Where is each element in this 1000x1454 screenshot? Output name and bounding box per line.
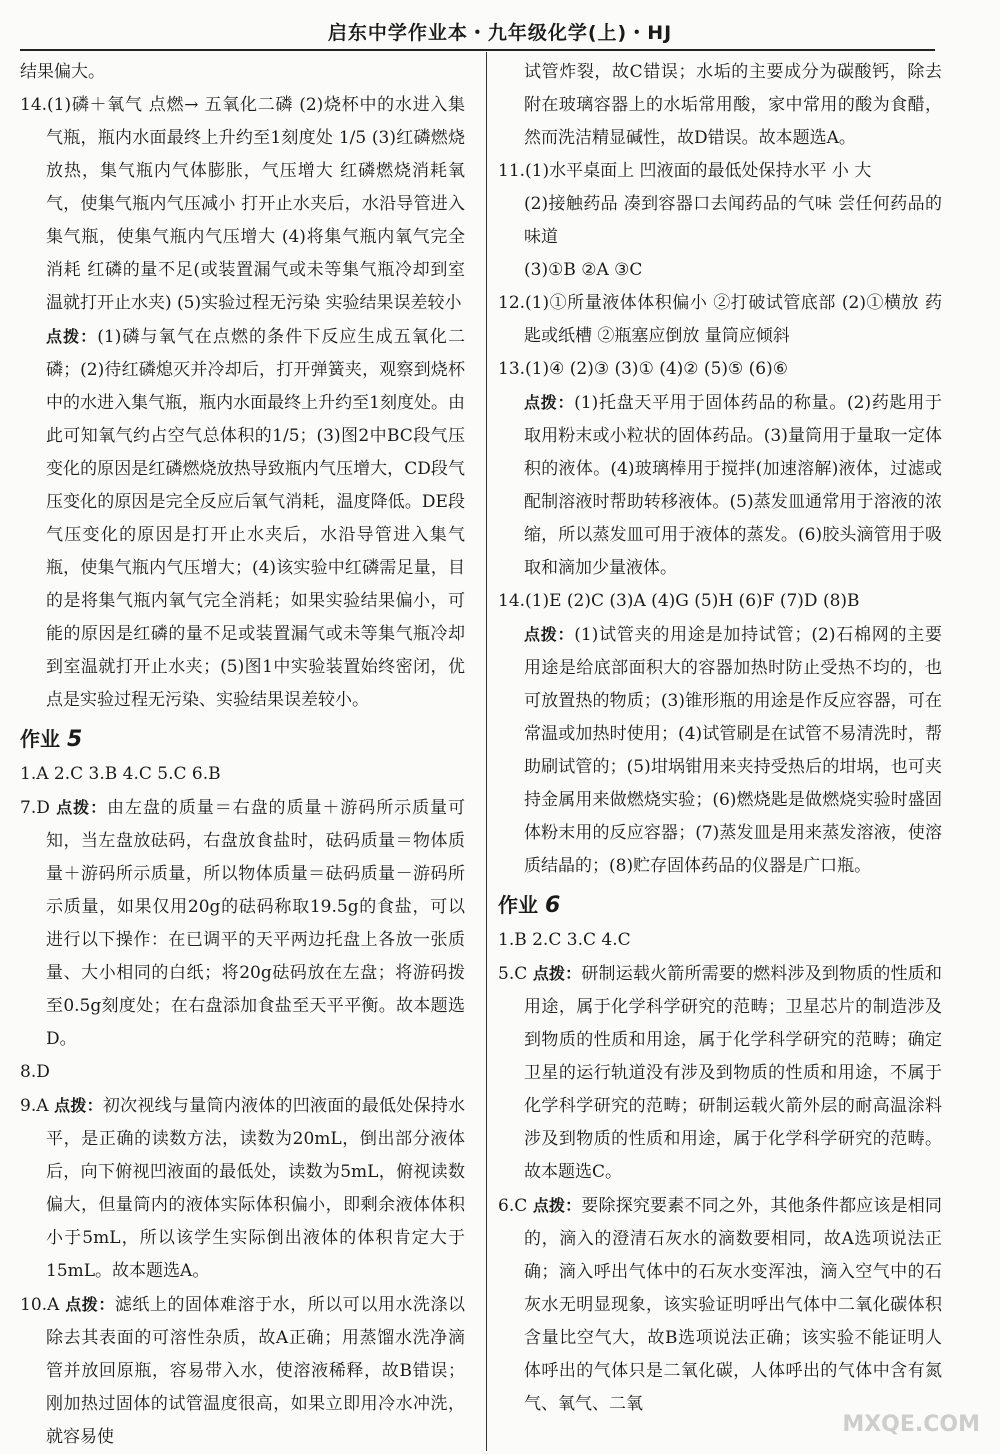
answer-lead: 6.C — [498, 1196, 533, 1216]
tip-14 — [20, 320, 465, 717]
question-9 — [20, 1089, 465, 1288]
tip-text: (1)试管夹的用途是加持试管；(2)石棉网的主要用途是给底部面积大的容器加热时防止受热不均的，也可放置热的物质；(3)锥形瓶的用途是作反应容器，可在常温或加热时使用；(4)试管刷是在试管不易清洗时，帮助刷试管的；(5)坩埚钳用来夹持受热后的坩埚，也可夹持金属用来做燃烧实验；(6)燃烧匙是做燃烧实验时盛固体粉末用的反应容器；(7)蒸发皿是用来蒸发溶液，使溶质结晶的；(8)贮存固体药品的仪器是广口瓶。 — [524, 625, 942, 876]
answer-lead: 5.C — [498, 964, 533, 984]
tip-label: 点拨： — [65, 1295, 115, 1314]
tip-label: 点拨： — [524, 393, 575, 412]
question-11-part2: (2)接触药品 凑到容器口去闻药品的气味 尝任何药品的味道 — [524, 194, 942, 247]
question-11-part3: (3)①B ②A ③C — [524, 260, 643, 280]
answer-lead: 7.D — [20, 798, 57, 818]
question-10 — [20, 1288, 465, 1454]
tip-text: 由左盘的质量＝右盘的质量＋游码所示质量可知，当左盘放砝码，右盘放食盐时，砝码质量＝物体质量＋游码所示质量，所以物体质量＝砝码质量－游码所示质量，如果仅用20g的砝码称取19.5g的食盐，可以进行以下操作：在已调平的天平两边托盘上各放一张质量、大小相同的白纸；将20g砝码放在左盘；将游码拨至0.5g刻度处；在右盘添加食盐至天平平衡。故本题选D。 — [46, 798, 465, 1049]
tip-label: 点拨： — [46, 327, 98, 346]
question-11: 11.(1)水平桌面上 凹液面的最低处保持水平 小 大 — [498, 161, 872, 181]
question-14: 14.(1)E (2)C (3)A (4)G (5)H (6)F (7)D (8)B — [498, 591, 860, 611]
watermark: MXQE.COM — [842, 1412, 980, 1437]
question-12: 12.(1)①所量液体体积偏小 ②打破试管底部 (2)①横放 药匙或纸槽 ②瓶塞应倒放 量筒应倾斜 — [498, 293, 942, 346]
tip-text: (1)托盘天平用于固体药品的称量。(2)药匙用于取用粉末或小粒状的固体药品。(3)量筒用于量取一定体积的液体。(4)玻璃棒用于搅拌(加速溶解)液体，过滤或配制溶液时帮助转移液体。(5)蒸发皿通常用于溶液的浓缩，所以蒸发皿可用于液体的蒸发。(6)胶头滴管用于吸取和滴加少量液体。 — [524, 393, 942, 578]
question-7 — [20, 791, 465, 1056]
tip-text: 滤纸上的固体难溶于水，所以可以用水洗涤以除去其表面的可溶性杂质，故A正确；用蒸馏水洗净滴管并放回原瓶，容易带入水，使溶液稀释，故B错误；刚加热过固体的试管温度很高，如果立即用冷水冲洗，就容易使 — [46, 1295, 465, 1447]
tip-label: 点拨： — [56, 798, 108, 817]
section-heading-5 — [20, 721, 465, 758]
section-word: 作业 — [20, 727, 60, 751]
left-column — [20, 56, 465, 1454]
tip-label: 点拨： — [54, 1096, 103, 1115]
answers-1-4: 1.B 2.C 3.C 4.C — [498, 930, 631, 950]
answer-8: 8.D — [20, 1062, 50, 1082]
column-divider — [486, 52, 487, 1451]
header-rule — [20, 49, 935, 51]
tip-label: 点拨： — [524, 625, 575, 644]
question-13: 13.(1)④ (2)③ (3)① (4)② (5)⑤ (6)⑥ — [498, 359, 788, 379]
answer-lead: 9.A — [20, 1096, 55, 1116]
paragraph: 试管炸裂，故C错误；水垢的主要成分为碳酸钙，除去附在玻璃容器上的水垢常用酸，家中常用的酸为食醋，然而洗洁精显碱性，故D错误。故本题选A。 — [524, 62, 942, 148]
question-5 — [498, 957, 942, 1189]
section-word: 作业 — [498, 893, 538, 917]
section-heading-6 — [498, 887, 942, 924]
section-number: 6 — [544, 893, 561, 918]
answer-lead: 10.A — [20, 1295, 66, 1315]
tip-text: (1)磷与氧气在点燃的条件下反应生成五氧化二磷；(2)待红磷熄灭并冷却后，打开弹簧夹，观察到烧杯中的水进入集气瓶，瓶内水面最终上升约至1刻度处。由此可知氧气约占空气总体积的1/5；(3)图2中BC段气压变化的原因是红磷燃烧放热导致瓶内气压增大，CD段气压变化的原因是完全反应后氧气消耗，温度降低。DE段气压变化的原因是打开止水夹后，水沿导管进入集气瓶，使集气瓶内气压增大；(4)该实验中红磷需足量，目的是将集气瓶内氧气完全消耗；如果实验结果偏小，可能的原因是红磷的量不足或装置漏气或未等集气瓶冷却到室温就打开止水夹；(5)图1中实验装置始终密闭，优点是实验过程无污染、实验结果误差较小。 — [46, 327, 465, 710]
tip-14 — [498, 618, 942, 883]
paragraph: 结果偏大。 — [20, 62, 105, 82]
tip-text: 研制运载火箭所需要的燃料涉及到物质的性质和用途，属于化学科学研究的范畴；卫星芯片的制造涉及到物质的性质和用途，属于化学科学研究的范畴；确定卫星的运行轨道没有涉及到物质的性质和用途，不属于化学科学研究的范畴；研制运载火箭外层的耐高温涂料涉及到物质的性质和用途，属于化学科学研究的范畴。故本题选C。 — [524, 964, 942, 1182]
question-14: 14.(1)磷＋氧气 点燃→ 五氧化二磷 (2)烧杯中的水进入集气瓶，瓶内水面最终上升约至1刻度处 1/5 (3)红磷燃烧放热，集气瓶内气体膨胀，气压增大 红磷燃烧消耗氧气，使集气瓶内气压减小 打开止水夹后，水沿导管进入集气瓶，使集气瓶内气压增大 (4)将集气瓶内氧气完全消耗 红磷的量不足(或装置漏气或未等集气瓶冷却到室温就打开止水夹) (5)实验过程无污染 实验结果误差较小 — [20, 95, 465, 313]
question-6 — [498, 1189, 942, 1421]
section-number: 5 — [66, 727, 83, 752]
page-header: 启东中学作业本・九年级化学(上)・HJ — [327, 22, 673, 44]
tip-text: 初次视线与量筒内液体的凹液面的最低处保持水平，是正确的读数方法，读数为20mL，倒出部分液体后，向下俯视凹液面的最低处，读数为5mL，俯视读数偏大，但量筒内的液体实际体积偏小，即剩余液体体积小于5mL，所以该学生实际倒出液体的体积肯定大于15mL。故本题选A。 — [46, 1096, 465, 1281]
right-column — [498, 56, 942, 1421]
answers-1-6: 1.A 2.C 3.B 4.C 5.C 6.B — [20, 764, 221, 784]
tip-text: 要除探究要素不同之外，其他条件都应该是相同的，滴入的澄清石灰水的滴数要相同，故A选项说法正确；滴入呼出气体中的石灰水变浑浊，滴入空气中的石灰水无明显现象，该实验证明呼出气体中二氧化碳体积含量比空气大，故B选项说法正确；该实验不能证明人体呼出的气体只是二氧化碳，人体呼出的气体中含有氮气、氧气、二氧 — [524, 1196, 942, 1414]
tip-13 — [498, 386, 942, 585]
tip-label: 点拨： — [532, 964, 582, 983]
tip-label: 点拨： — [532, 1196, 582, 1215]
